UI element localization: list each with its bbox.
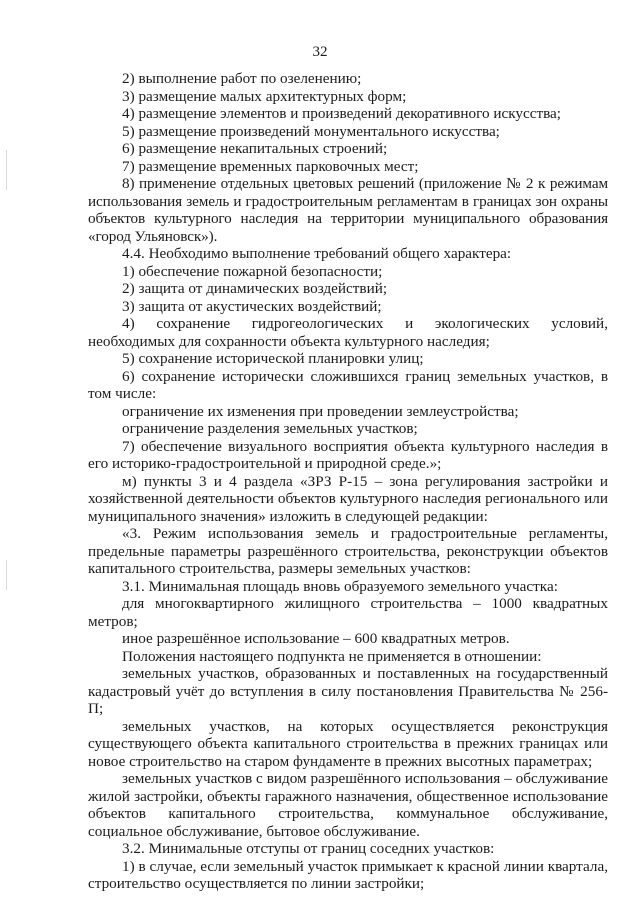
page-number: 32	[312, 44, 328, 60]
paragraph: 8) применение отдельных цветовых решений (приложение № 2 к режимам использования земель и градостроительным регламентам в границах зон охраны объектов культурного наследия на территории муниципального образования «город Ульяновск»).	[88, 175, 608, 245]
scan-edge-mark	[6, 560, 7, 590]
paragraph: 7) обеспечение визуального восприятия объекта культурного наследия в его историко-градостроительной и природной среде.»;	[88, 437, 608, 472]
paragraph: 5) сохранение исторической планировки улиц;	[122, 350, 424, 367]
paragraph: 3.2. Минимальные отступы от границ соседних участков:	[122, 840, 495, 857]
paragraph: 4) сохранение гидрогеологических и экологических условий, необходимых для сохранности объекта культурного наследия;	[88, 315, 608, 350]
paragraph: 3) размещение малых архитектурных форм;	[122, 87, 407, 105]
paragraph: м) пункты 3 и 4 раздела «ЗРЗ Р-15 – зона регулирования застройки и хозяйственной деятельности объектов культурного наследия регионального или муниципального значения» изложить в следующей редакции:	[88, 472, 608, 525]
paragraph: земельных участков, образованных и поставленных на государственный кадастровый учёт до вступления в силу постановления Правительства № 256-П;	[88, 665, 608, 717]
paragraph: 7) размещение временных парковочных мест;	[122, 157, 419, 175]
paragraph: «3. Режим использования земель и градостроительные регламенты, предельные параметры разрешённого строительства, реконструкции объектов капитального строительства, размеры земельных участков:	[88, 525, 608, 577]
paragraph: 6) сохранение исторически сложившихся границ земельных участков, в том числе:	[88, 367, 608, 402]
paragraph: 1) в случае, если земельный участок примыкает к красной линии квартала, строительство осуществляется по линии застройки;	[88, 857, 608, 892]
paragraph: 1) обеспечение пожарной безопасности;	[122, 262, 383, 280]
document-body	[88, 70, 608, 893]
paragraph: иное разрешённое использование – 600 квадратных метров.	[122, 630, 510, 647]
paragraph: 2) выполнение работ по озеленению;	[122, 70, 362, 87]
paragraph: 3) защита от акустических воздействий;	[122, 297, 382, 315]
paragraph: 3.1. Минимальная площадь вновь образуемого земельного участка:	[122, 577, 558, 595]
paragraph: ограничение их изменения при проведении землеустройства;	[122, 402, 519, 420]
paragraph: земельных участков с видом разрешённого использования – обслуживание жилой застройки, объекты гаражного назначения, общественное использование объектов капитального строительства, коммунальное обслуживание, социальное обслуживание, бытовое обслуживание.	[88, 770, 608, 840]
section-heading: 4.4. Необходимо выполнение требований общего характера:	[122, 245, 512, 262]
paragraph: 5) размещение произведений монументального искусства;	[122, 122, 500, 140]
paragraph: ограничение разделения земельных участков;	[122, 420, 418, 437]
paragraph: 2) защита от динамических воздействий;	[122, 280, 388, 297]
paragraph: 6) размещение некапитальных строений;	[122, 140, 388, 157]
paragraph: для многоквартирного жилищного строительства – 1000 квадратных метров;	[88, 595, 608, 630]
paragraph: 4) размещение элементов и произведений декоративного искусства;	[122, 105, 562, 122]
paragraph: земельных участков, на которых осуществляется реконструкция существующего объекта капитального строительства в прежних границах или новое строительство на старом фундаменте в прежних высотных параметрах;	[88, 717, 608, 770]
scan-edge-mark	[6, 150, 7, 190]
paragraph: Положения настоящего подпункта не применяется в отношении:	[122, 647, 542, 665]
